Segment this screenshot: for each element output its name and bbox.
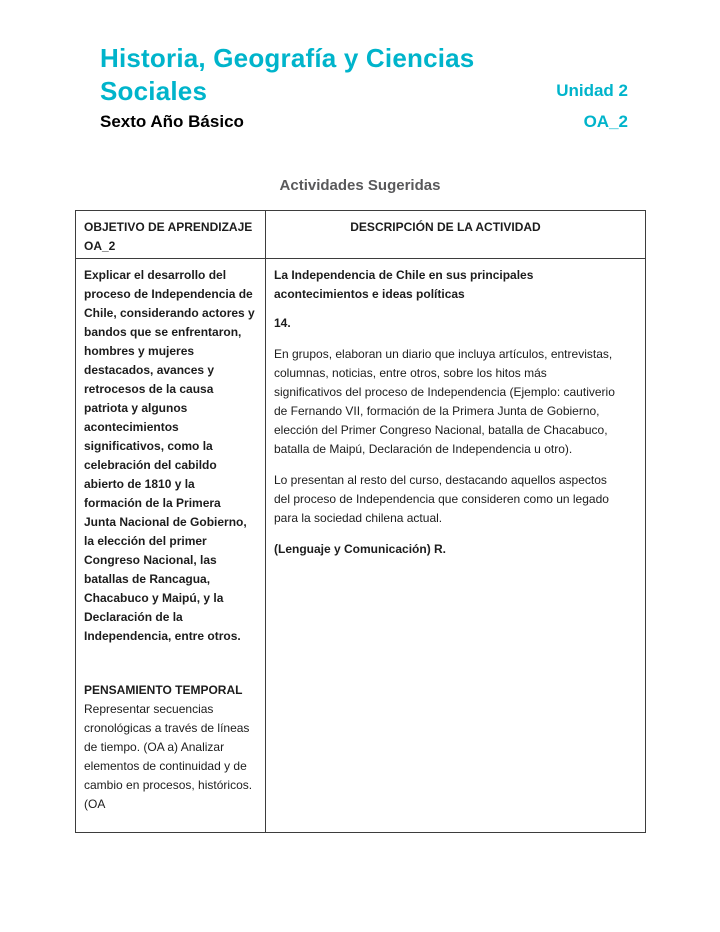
pensamiento-temporal-text xyxy=(84,681,255,814)
activity-footer: (Lenguaje y Comunicación) R. xyxy=(274,542,447,556)
table-header-row xyxy=(76,211,645,259)
activity-title: La Independencia de Chile en sus principales acontecimientos e ideas políticas xyxy=(274,268,534,301)
header-right-block xyxy=(556,80,628,134)
objective-cell xyxy=(76,259,266,832)
table-body-row xyxy=(76,259,645,832)
document-header xyxy=(100,42,628,133)
activity-number: 14. xyxy=(274,316,291,330)
oa-label: OA_2 xyxy=(583,111,628,131)
document-title-line2: Sociales xyxy=(100,75,208,106)
pensamiento-temporal-body: Representar secuencias cronológicas a través de líneas de tiempo. (OA a) Analizar elementos de continuidad y de cambio en procesos, históricos. (OA xyxy=(84,702,253,811)
description-header-cell: DESCRIPCIÓN DE LA ACTIVIDAD xyxy=(350,220,541,234)
section-title: Actividades Sugeridas xyxy=(279,177,441,194)
document-title xyxy=(100,42,474,108)
pensamiento-temporal-label: PENSAMIENTO TEMPORAL xyxy=(84,683,243,697)
objective-text: Explicar el desarrollo del proceso de Independencia de Chile, considerando actores y bandos que se enfrentaron, hombres y mujeres destacados, avances y retrocesos de la causa patriota y algunos acontecimientos significativos, como la celebración del cabildo abierto de 1810 y la formación de la Primera Junta Nacional de Gobierno, la elección del primer Congreso Nacional, las batallas de Rancagua, Chacabuco y Maipú, y la Declaración de la Independencia, entre otros. xyxy=(84,268,255,643)
header-left-block xyxy=(100,42,474,133)
unit-label: Unidad 2 xyxy=(556,80,628,100)
objective-header-cell: OBJETIVO DE APRENDIZAJE OA_2 xyxy=(76,211,266,258)
document-title-line1: Historia, Geografía y Ciencias xyxy=(100,43,475,73)
activity-description-cell xyxy=(266,259,645,832)
grade-level: Sexto Año Básico xyxy=(100,111,244,131)
activities-table xyxy=(75,210,646,833)
activity-paragraph-2: Lo presentan al resto del curso, destacando aquellos aspectos del proceso de Independencia que consideren como un legado para la sociedad chilena actual. xyxy=(274,473,609,525)
activity-paragraph-1: En grupos, elaboran un diario que incluya artículos, entrevistas, columnas, noticias, entre otros, sobre los hitos más significativos del proceso de Independencia (Ejemplo: cautiverio de Fernando VII, formación de la Primera Junta de Gobierno, elección del Primer Congreso Nacional, batalla de Chacabuco, batalla de Maipú, Declaración de Independencia u otro). xyxy=(274,347,615,456)
